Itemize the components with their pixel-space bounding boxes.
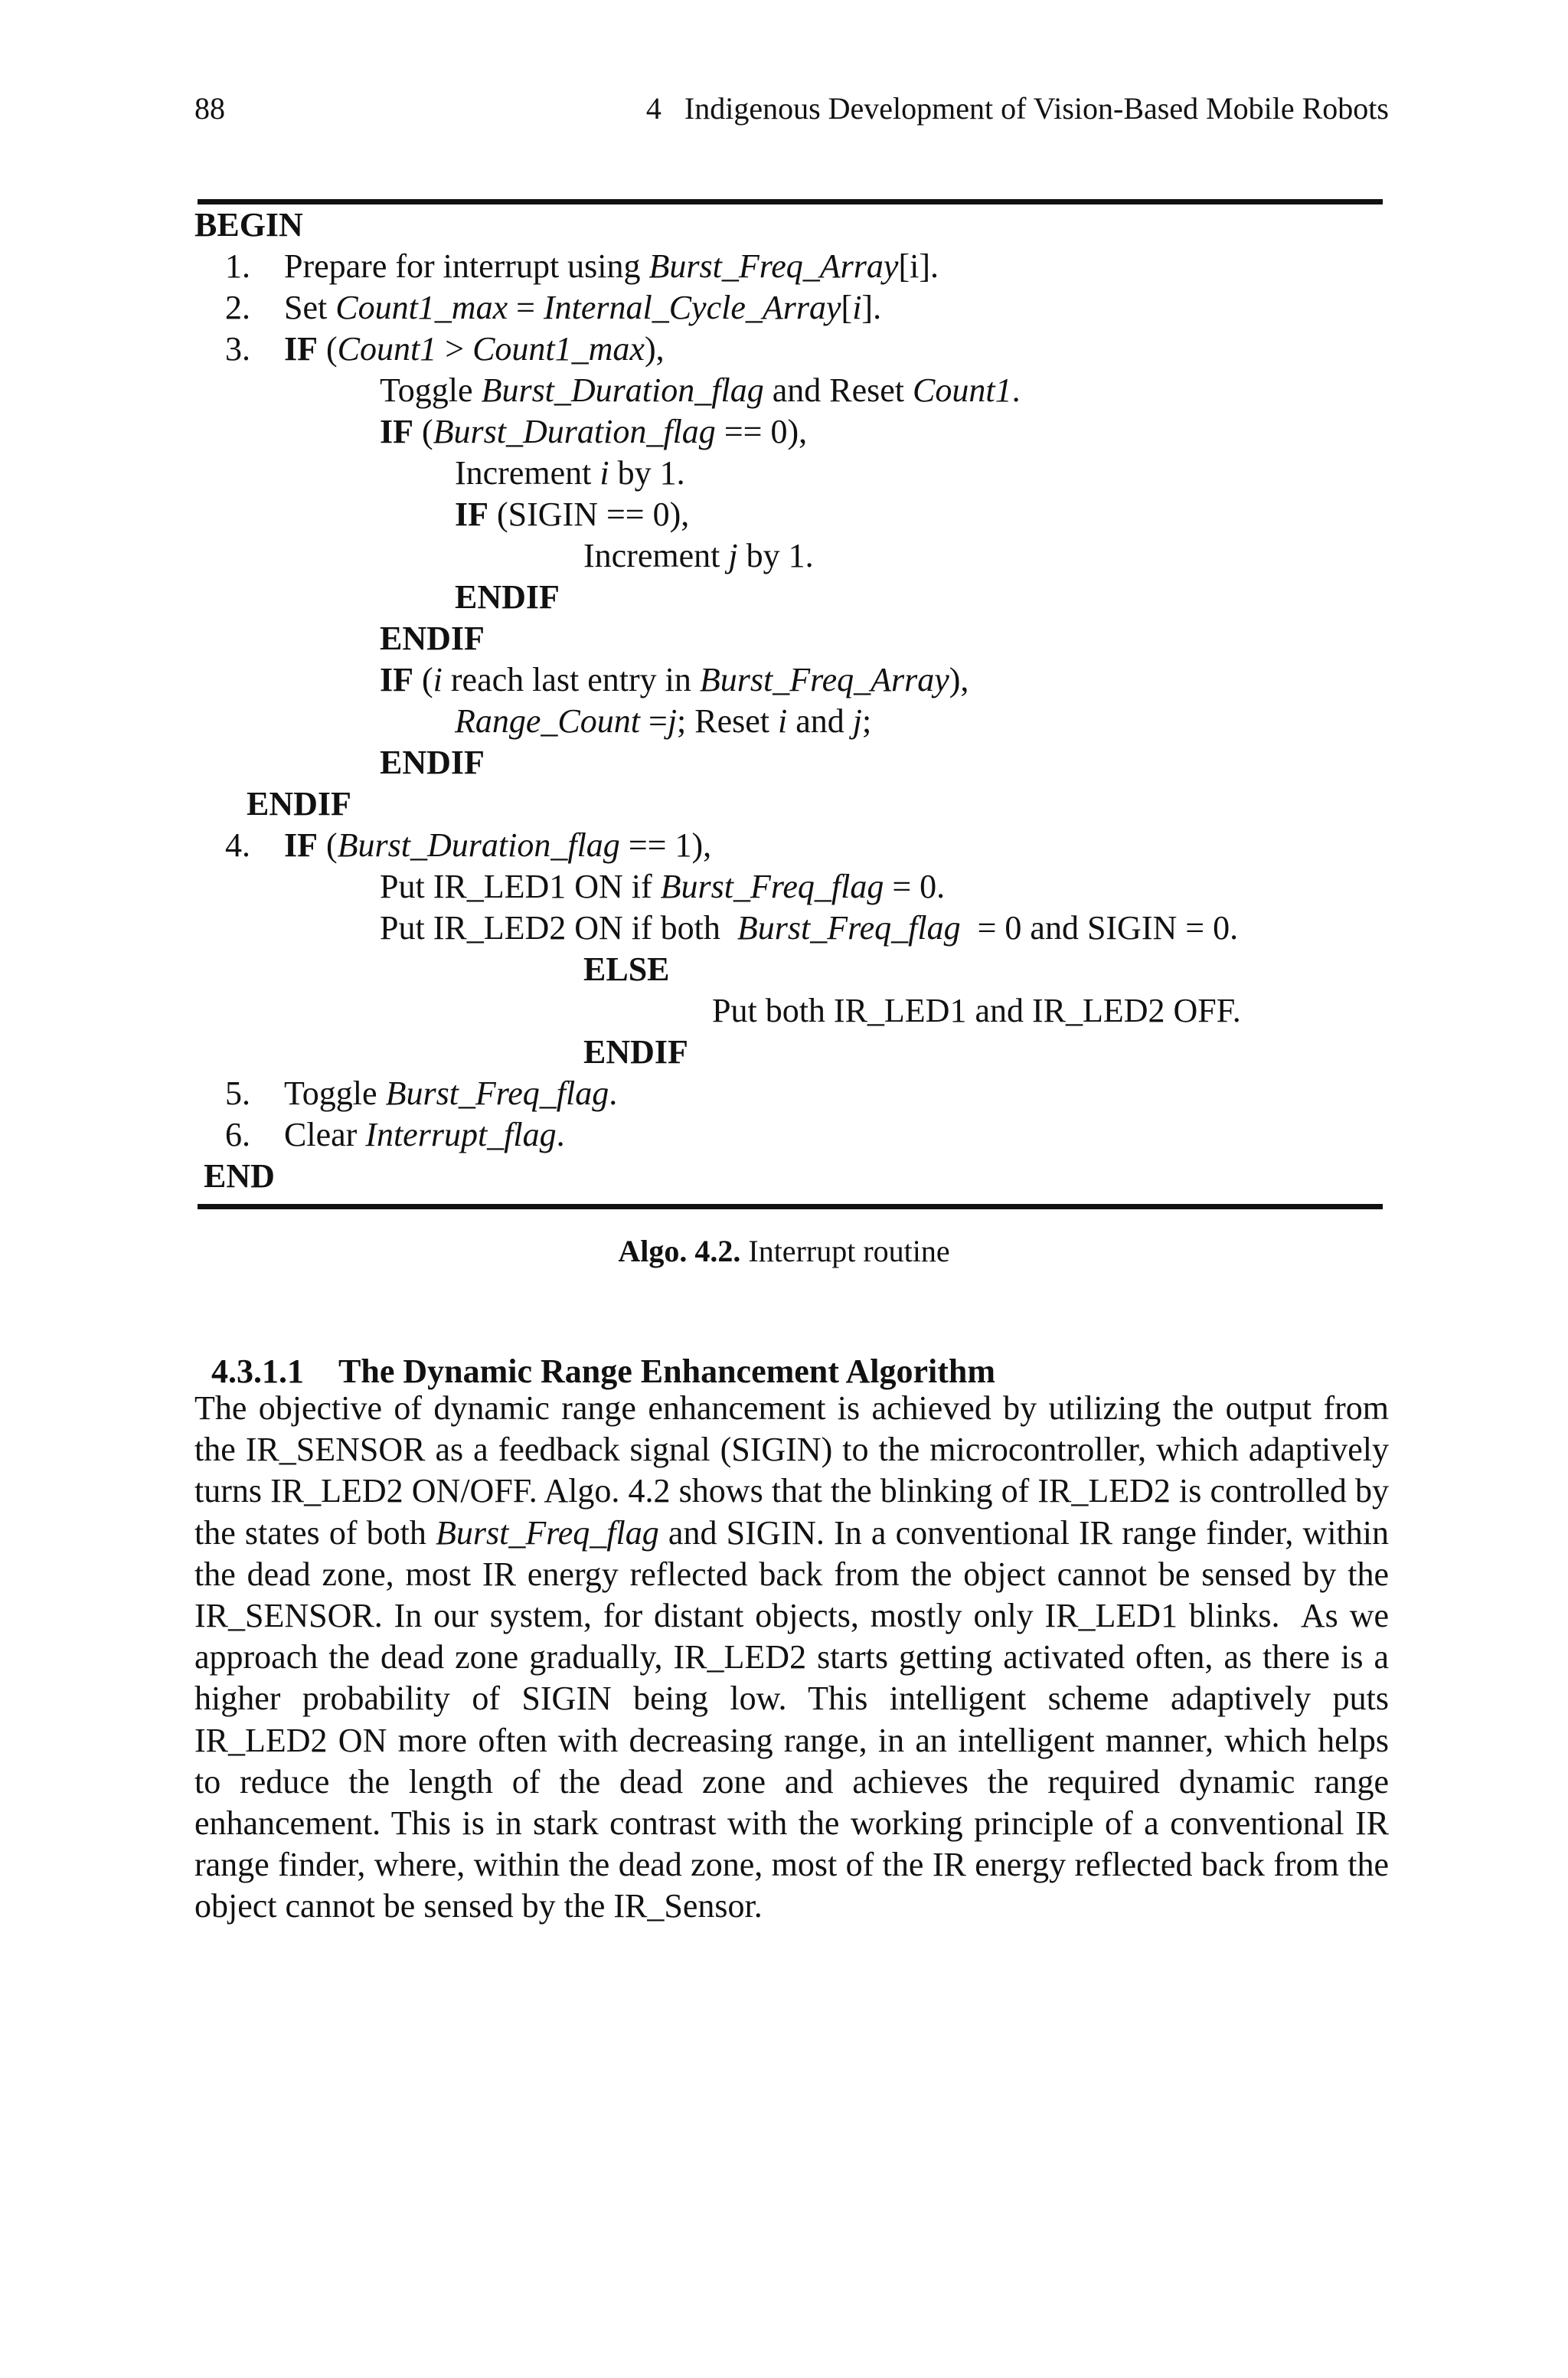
algorithm-line: ENDIF: [455, 578, 560, 616]
algorithm-line: BEGIN: [194, 206, 303, 244]
algorithm-line: Put both IR_LED1 and IR_LED2 OFF.: [712, 992, 1241, 1029]
caption-label: Algo. 4.2.: [618, 1234, 741, 1268]
algorithm-line: Range_Count =j; Reset i and j;: [455, 702, 872, 740]
algorithm-line: 6. Clear Interrupt_flag.: [225, 1116, 565, 1153]
section-number: 4.3.1.1: [211, 1353, 304, 1390]
algorithm-line: IF (Burst_Duration_flag == 0),: [380, 413, 808, 450]
algorithm-line: ENDIF: [380, 620, 485, 657]
algorithm-line: IF (i reach last entry in Burst_Freq_Array),: [380, 661, 969, 698]
caption-text: Interrupt routine: [740, 1234, 950, 1268]
algorithm-top-rule: [198, 199, 1383, 204]
running-title: 4 Indigenous Development of Vision-Based Mobile Robots: [645, 91, 1389, 126]
algorithm-line: END: [204, 1157, 275, 1195]
algorithm-line: Increment j by 1.: [583, 537, 814, 574]
algorithm-line: ELSE: [583, 950, 670, 988]
section-heading: [194, 1313, 995, 1391]
algorithm-line: Put IR_LED1 ON if Burst_Freq_flag = 0.: [380, 868, 946, 905]
algorithm-line: Toggle Burst_Duration_flag and Reset Count1.: [380, 371, 1021, 409]
algorithm-line: 4. IF (Burst_Duration_flag == 1),: [225, 826, 712, 864]
algorithm-line: Put IR_LED2 ON if both Burst_Freq_flag = 0 and SIGIN = 0.: [380, 909, 1239, 947]
algorithm-line: IF (SIGIN == 0),: [455, 496, 690, 533]
algorithm-line: 2. Set Count1_max = Internal_Cycle_Array[i].: [225, 289, 882, 326]
algorithm-line: Increment i by 1.: [455, 454, 685, 492]
algorithm-line: ENDIF: [380, 744, 485, 781]
algorithm-caption: [0, 1233, 1568, 1269]
algorithm-line: 1. Prepare for interrupt using Burst_Freq_Array[i].: [225, 247, 939, 285]
algorithm-bottom-rule: [198, 1204, 1383, 1209]
section-title: The Dynamic Range Enhancement Algorithm: [338, 1353, 995, 1390]
algorithm-line: ENDIF: [247, 785, 351, 823]
page-number: 88: [194, 91, 225, 126]
algorithm-line: 5. Toggle Burst_Freq_flag.: [225, 1075, 618, 1112]
body-paragraph: The objective of dynamic range enhancement is achieved by utilizing the output from the IR_SENSOR as a feedback signal (SIGIN) to the microcontroller, which adaptively turns IR_LED2 ON/OFF. Algo. 4.2 shows that the blinking of IR_LED2 is controlled by the states of both Burst_Freq_flag and SIGIN. In a conventional IR range finder, within the dead zone, most IR energy reflected back from the object cannot be sensed by the IR_SENSOR. In our system, for distant objects, mostly only IR_LED1 blinks. As we approach the dead zone gradually, IR_LED2 starts getting activated often, as there is a higher probability of SIGIN being low. This intelligent scheme adaptively puts IR_LED2 ON more often with decreasing range, in an intelligent manner, which helps to reduce the length of the dead zone and achieves the required dynamic range enhancement. This is in stark contrast with the working principle of a conventional IR range finder, where, within the dead zone, most of the IR energy reflected back from the object cannot be sensed by the IR_Sensor.: [194, 1389, 1389, 1925]
algorithm-line: ENDIF: [583, 1033, 688, 1071]
algorithm-line: 3. IF (Count1 > Count1_max),: [225, 330, 665, 368]
